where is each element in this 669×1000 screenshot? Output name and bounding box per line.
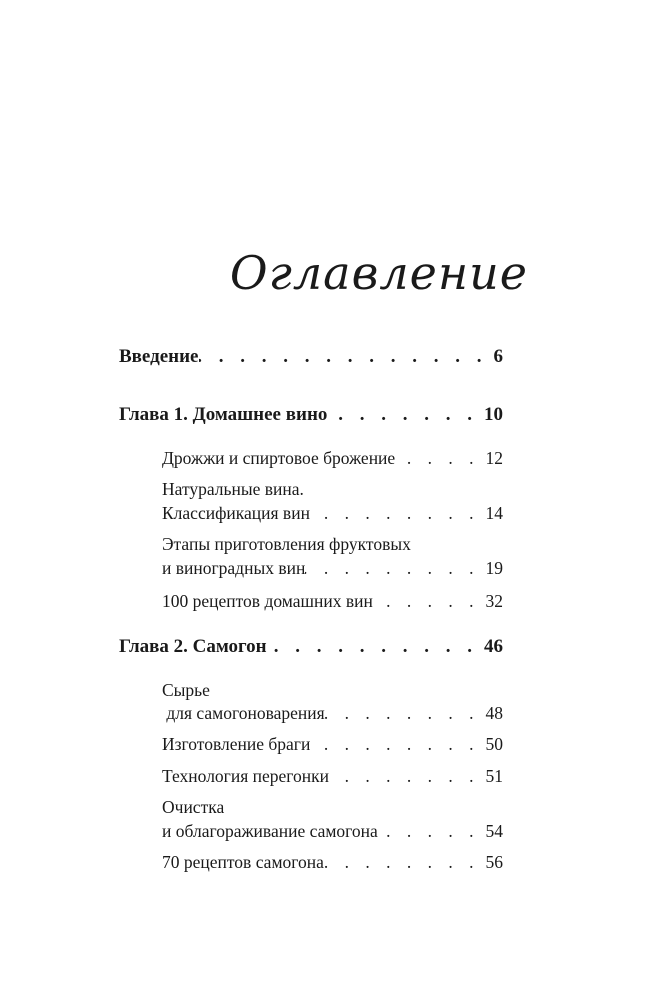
toc-entry-label: и виноградных вин bbox=[162, 558, 306, 578]
toc-entry-label: Дрожжи и спиртовое брожение bbox=[162, 448, 396, 468]
toc-entry-label: Технология перегонки bbox=[162, 766, 330, 786]
toc-entry-stages[interactable] bbox=[162, 558, 503, 579]
toc-entry-label: 70 рецептов самогона bbox=[162, 852, 324, 872]
toc-entry-intro[interactable] bbox=[119, 346, 503, 368]
toc-entry-moonshine-recipes[interactable] bbox=[162, 852, 503, 873]
toc-entry-label: 100 рецептов домашних вин bbox=[162, 591, 373, 611]
toc-page-number: 46 bbox=[484, 636, 503, 657]
toc-entry-label: Введение bbox=[119, 346, 199, 367]
leader-dots bbox=[329, 766, 479, 787]
leader-dots bbox=[310, 734, 479, 755]
toc-page-number: 19 bbox=[485, 558, 503, 578]
toc-entry-label: Глава 2. Самогон bbox=[119, 636, 267, 657]
toc-entry-raw-materials[interactable] bbox=[162, 703, 503, 724]
leader-dots bbox=[310, 503, 480, 524]
toc-entry-label: и облагораживание самогона bbox=[162, 821, 378, 841]
leader-dots bbox=[373, 591, 480, 612]
toc-page-number: 48 bbox=[485, 703, 503, 723]
leader-dots bbox=[325, 703, 480, 724]
toc-entry-yeast[interactable] bbox=[162, 448, 503, 469]
toc-page-number: 50 bbox=[485, 734, 503, 754]
page-title: Оглавление bbox=[229, 246, 528, 300]
toc-page-number: 10 bbox=[484, 404, 503, 425]
toc-entry-label-line1: Очистка bbox=[162, 797, 225, 817]
toc-entry-chapter-1[interactable] bbox=[119, 404, 503, 426]
toc-entry-label-line1: Этапы приготовления фруктовых bbox=[162, 534, 411, 554]
leader-dots bbox=[267, 636, 478, 658]
leader-dots bbox=[324, 852, 480, 873]
toc-entry-label: для самогоноварения bbox=[162, 703, 325, 723]
toc-page-number: 54 bbox=[485, 821, 503, 841]
toc-page-number: 14 bbox=[485, 503, 503, 523]
leader-dots bbox=[378, 821, 480, 842]
leader-dots bbox=[199, 346, 488, 368]
toc-page-number: 6 bbox=[493, 346, 503, 367]
toc-entry-label-line1: Натуральные вина. bbox=[162, 479, 304, 499]
toc-entry-chapter-2[interactable] bbox=[119, 636, 503, 658]
toc-entry-wine-recipes[interactable] bbox=[162, 591, 503, 612]
toc-page-number: 32 bbox=[485, 591, 503, 611]
toc-entry-distillation[interactable] bbox=[162, 766, 503, 787]
toc-page-number: 56 bbox=[485, 852, 503, 872]
toc-entry-natural-wines[interactable] bbox=[162, 503, 503, 524]
toc-entry-mash[interactable] bbox=[162, 734, 503, 755]
toc-entry-label: Изготовление браги bbox=[162, 734, 311, 754]
toc-entry-label: Классификация вин bbox=[162, 503, 310, 523]
toc-page-number: 51 bbox=[485, 766, 503, 786]
leader-dots bbox=[395, 448, 479, 469]
leader-dots bbox=[305, 558, 479, 579]
toc-entry-label: Глава 1. Домашнее вино bbox=[119, 404, 328, 425]
toc-entry-purification[interactable] bbox=[162, 821, 503, 842]
leader-dots bbox=[327, 404, 478, 426]
toc-entry-label-line1: Сырье bbox=[162, 680, 210, 700]
toc-page-number: 12 bbox=[485, 448, 503, 468]
